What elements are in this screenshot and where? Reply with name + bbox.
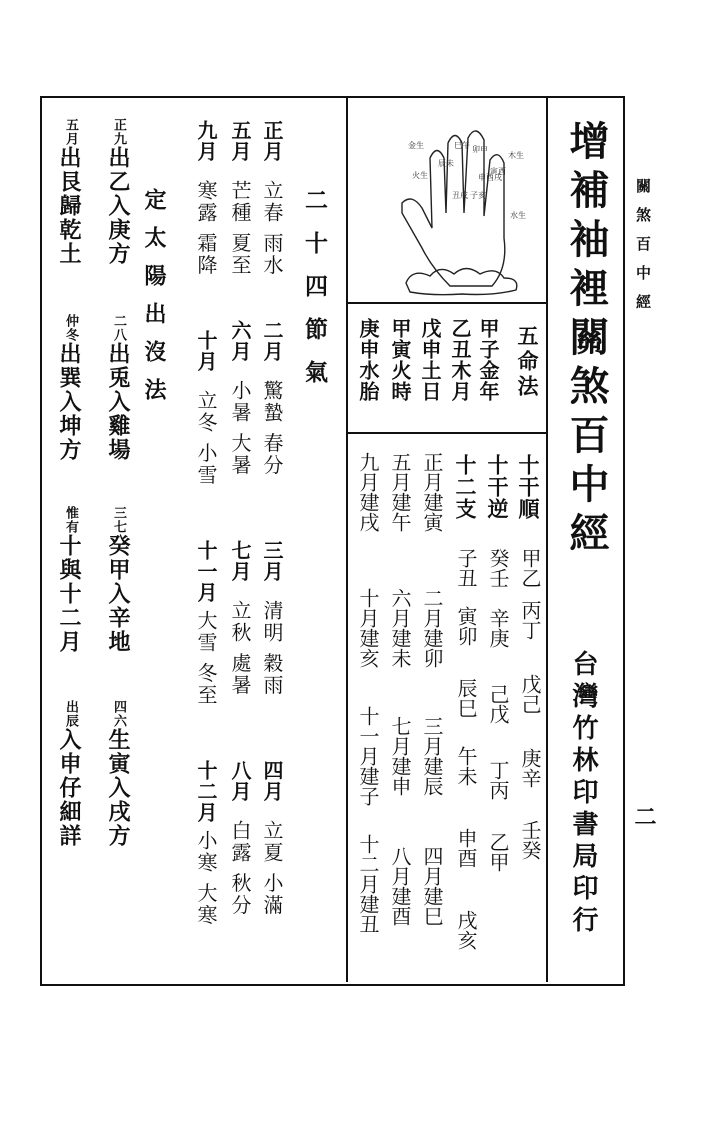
hand-label: 申酉戌 [478, 173, 502, 182]
wuming-item: 戊申土日 [418, 318, 442, 402]
jieqi-terms: 立春 雨水 [260, 180, 284, 277]
month-branch: 四月建巳 [420, 846, 444, 926]
jieqi-terms: 立冬 小雪 [194, 390, 218, 487]
ganzhi-cell: 癸壬 [486, 548, 510, 588]
sun-months: 正九 [111, 118, 126, 146]
ganzhi-cell: 戊己 [518, 674, 542, 714]
page-number: 二 [631, 805, 657, 827]
ganzhi-header-shun: 十干順 [516, 454, 541, 520]
jieqi-terms: 小寒 大寒 [194, 830, 218, 927]
ganzhi-cell: 乙甲 [486, 832, 510, 872]
running-head: 關煞百中經 [634, 178, 652, 323]
month-branch: 十月建亥 [356, 588, 380, 668]
jieqi-terms: 立秋 處暑 [228, 600, 252, 697]
jieqi-month: 十月 [194, 330, 218, 372]
sun-months: 仲冬 [63, 314, 78, 342]
sun-months: 二八 [111, 314, 126, 342]
jieqi-terms: 清明 穀雨 [260, 600, 284, 697]
month-branch: 六月建未 [388, 588, 412, 668]
sun-months: 出辰 [63, 700, 78, 728]
jieqi-month: 七月 [228, 540, 252, 582]
hand-label: 巳午 [454, 141, 470, 150]
sun-rule: 出乙入庚方 [105, 146, 131, 266]
jieqi-month: 十一月 [194, 540, 218, 603]
hand-label: 辰未 [438, 159, 454, 168]
wuming-rule [348, 432, 546, 434]
month-branch: 八月建酉 [388, 846, 412, 926]
wuming-item: 甲寅火時 [388, 318, 412, 402]
sun-months: 四六 [111, 700, 126, 728]
hand-label: 卯申 [472, 145, 488, 154]
sun-title: 定太陽出沒法 [141, 188, 167, 416]
jieqi-terms: 立夏 小滿 [260, 820, 284, 917]
month-branch: 十二月建丑 [356, 834, 380, 934]
month-branch: 二月建卯 [420, 588, 444, 668]
ganzhi-cell: 庚辛 [518, 748, 542, 788]
sun-months: 五月 [63, 118, 78, 146]
ganzhi-cell: 申酉 [454, 828, 478, 868]
jieqi-month: 十二月 [194, 760, 218, 823]
jieqi-terms: 白露 秋分 [228, 820, 252, 917]
ganzhi-cell: 辰巳 [454, 678, 478, 718]
wuming-item: 乙丑木月 [448, 318, 472, 402]
month-branch: 九月建戌 [356, 452, 380, 532]
month-branch: 三月建辰 [420, 716, 444, 796]
month-branch: 十一月建子 [356, 706, 380, 806]
sun-rule: 出兎入雞場 [105, 342, 131, 462]
jieqi-month: 四月 [260, 760, 284, 802]
sun-months: 三七 [111, 506, 126, 534]
sun-rule: 入申仔細詳 [56, 728, 82, 848]
jieqi-month: 六月 [228, 320, 252, 362]
sun-months: 惟有 [63, 506, 78, 534]
hand-label: 火生 [412, 171, 428, 180]
month-branch: 七月建申 [388, 716, 412, 796]
jieqi-month: 八月 [228, 760, 252, 802]
sun-rule: 出艮歸乾土 [56, 146, 82, 266]
hand-label: 寅酉 [490, 167, 506, 176]
jieqi-terms: 寒露 霜降 [194, 180, 218, 277]
hand-palm-diagram [392, 118, 534, 298]
ganzhi-cell: 甲乙 [518, 548, 542, 588]
month-branch: 正月建寅 [420, 452, 444, 532]
sun-rule: 癸甲入辛地 [105, 534, 131, 654]
ganzhi-cell: 戌亥 [454, 910, 478, 950]
hand-label: 水生 [510, 211, 526, 220]
ganzhi-cell: 子丑 [454, 548, 478, 588]
section-divider [346, 98, 348, 982]
wuming-item: 甲子金年 [476, 318, 500, 402]
ganzhi-cell: 丙丁 [518, 600, 542, 640]
jieqi-month: 三月 [260, 540, 284, 582]
sun-rule: 十與十二月 [56, 534, 82, 654]
ganzhi-cell: 壬癸 [518, 820, 542, 860]
jieqi-month: 正月 [260, 120, 284, 162]
jieqi-title: 二十四節氣 [301, 188, 328, 403]
sun-rule: 出巽入坤方 [56, 342, 82, 462]
ganzhi-cell: 辛庚 [486, 608, 510, 648]
publisher: 台灣竹林印書局印行 [568, 650, 598, 938]
hand-label: 子亥 [470, 191, 486, 200]
ganzhi-cell: 己戊 [486, 684, 510, 724]
hand-label: 金生 [408, 141, 424, 150]
jieqi-terms: 小暑 大暑 [228, 380, 252, 477]
diagram-rule [348, 302, 546, 304]
wuming-item: 庚申水胎 [356, 318, 380, 402]
ganzhi-cell: 寅卯 [454, 606, 478, 646]
wuming-title: 五命法 [515, 325, 540, 400]
ganzhi-cell: 丁丙 [486, 760, 510, 800]
ganzhi-header-zhi: 十二支 [453, 454, 478, 520]
title-divider [546, 98, 548, 982]
jieqi-month: 五月 [228, 120, 252, 162]
jieqi-terms: 芒種 夏至 [228, 180, 252, 277]
book-title: 增補袖裡關煞百中經 [563, 120, 610, 561]
jieqi-terms: 大雪 冬至 [194, 610, 218, 707]
jieqi-month: 九月 [194, 120, 218, 162]
jieqi-month: 二月 [260, 320, 284, 362]
hand-label: 丑戌 [452, 191, 468, 200]
ganzhi-cell: 午未 [454, 746, 478, 786]
jieqi-terms: 驚蟄 春分 [260, 380, 284, 477]
ganzhi-header-ni: 十干逆 [485, 454, 510, 520]
month-branch: 五月建午 [388, 452, 412, 532]
hand-label: 木生 [508, 151, 524, 160]
sun-rule: 生寅入戌方 [105, 728, 131, 848]
